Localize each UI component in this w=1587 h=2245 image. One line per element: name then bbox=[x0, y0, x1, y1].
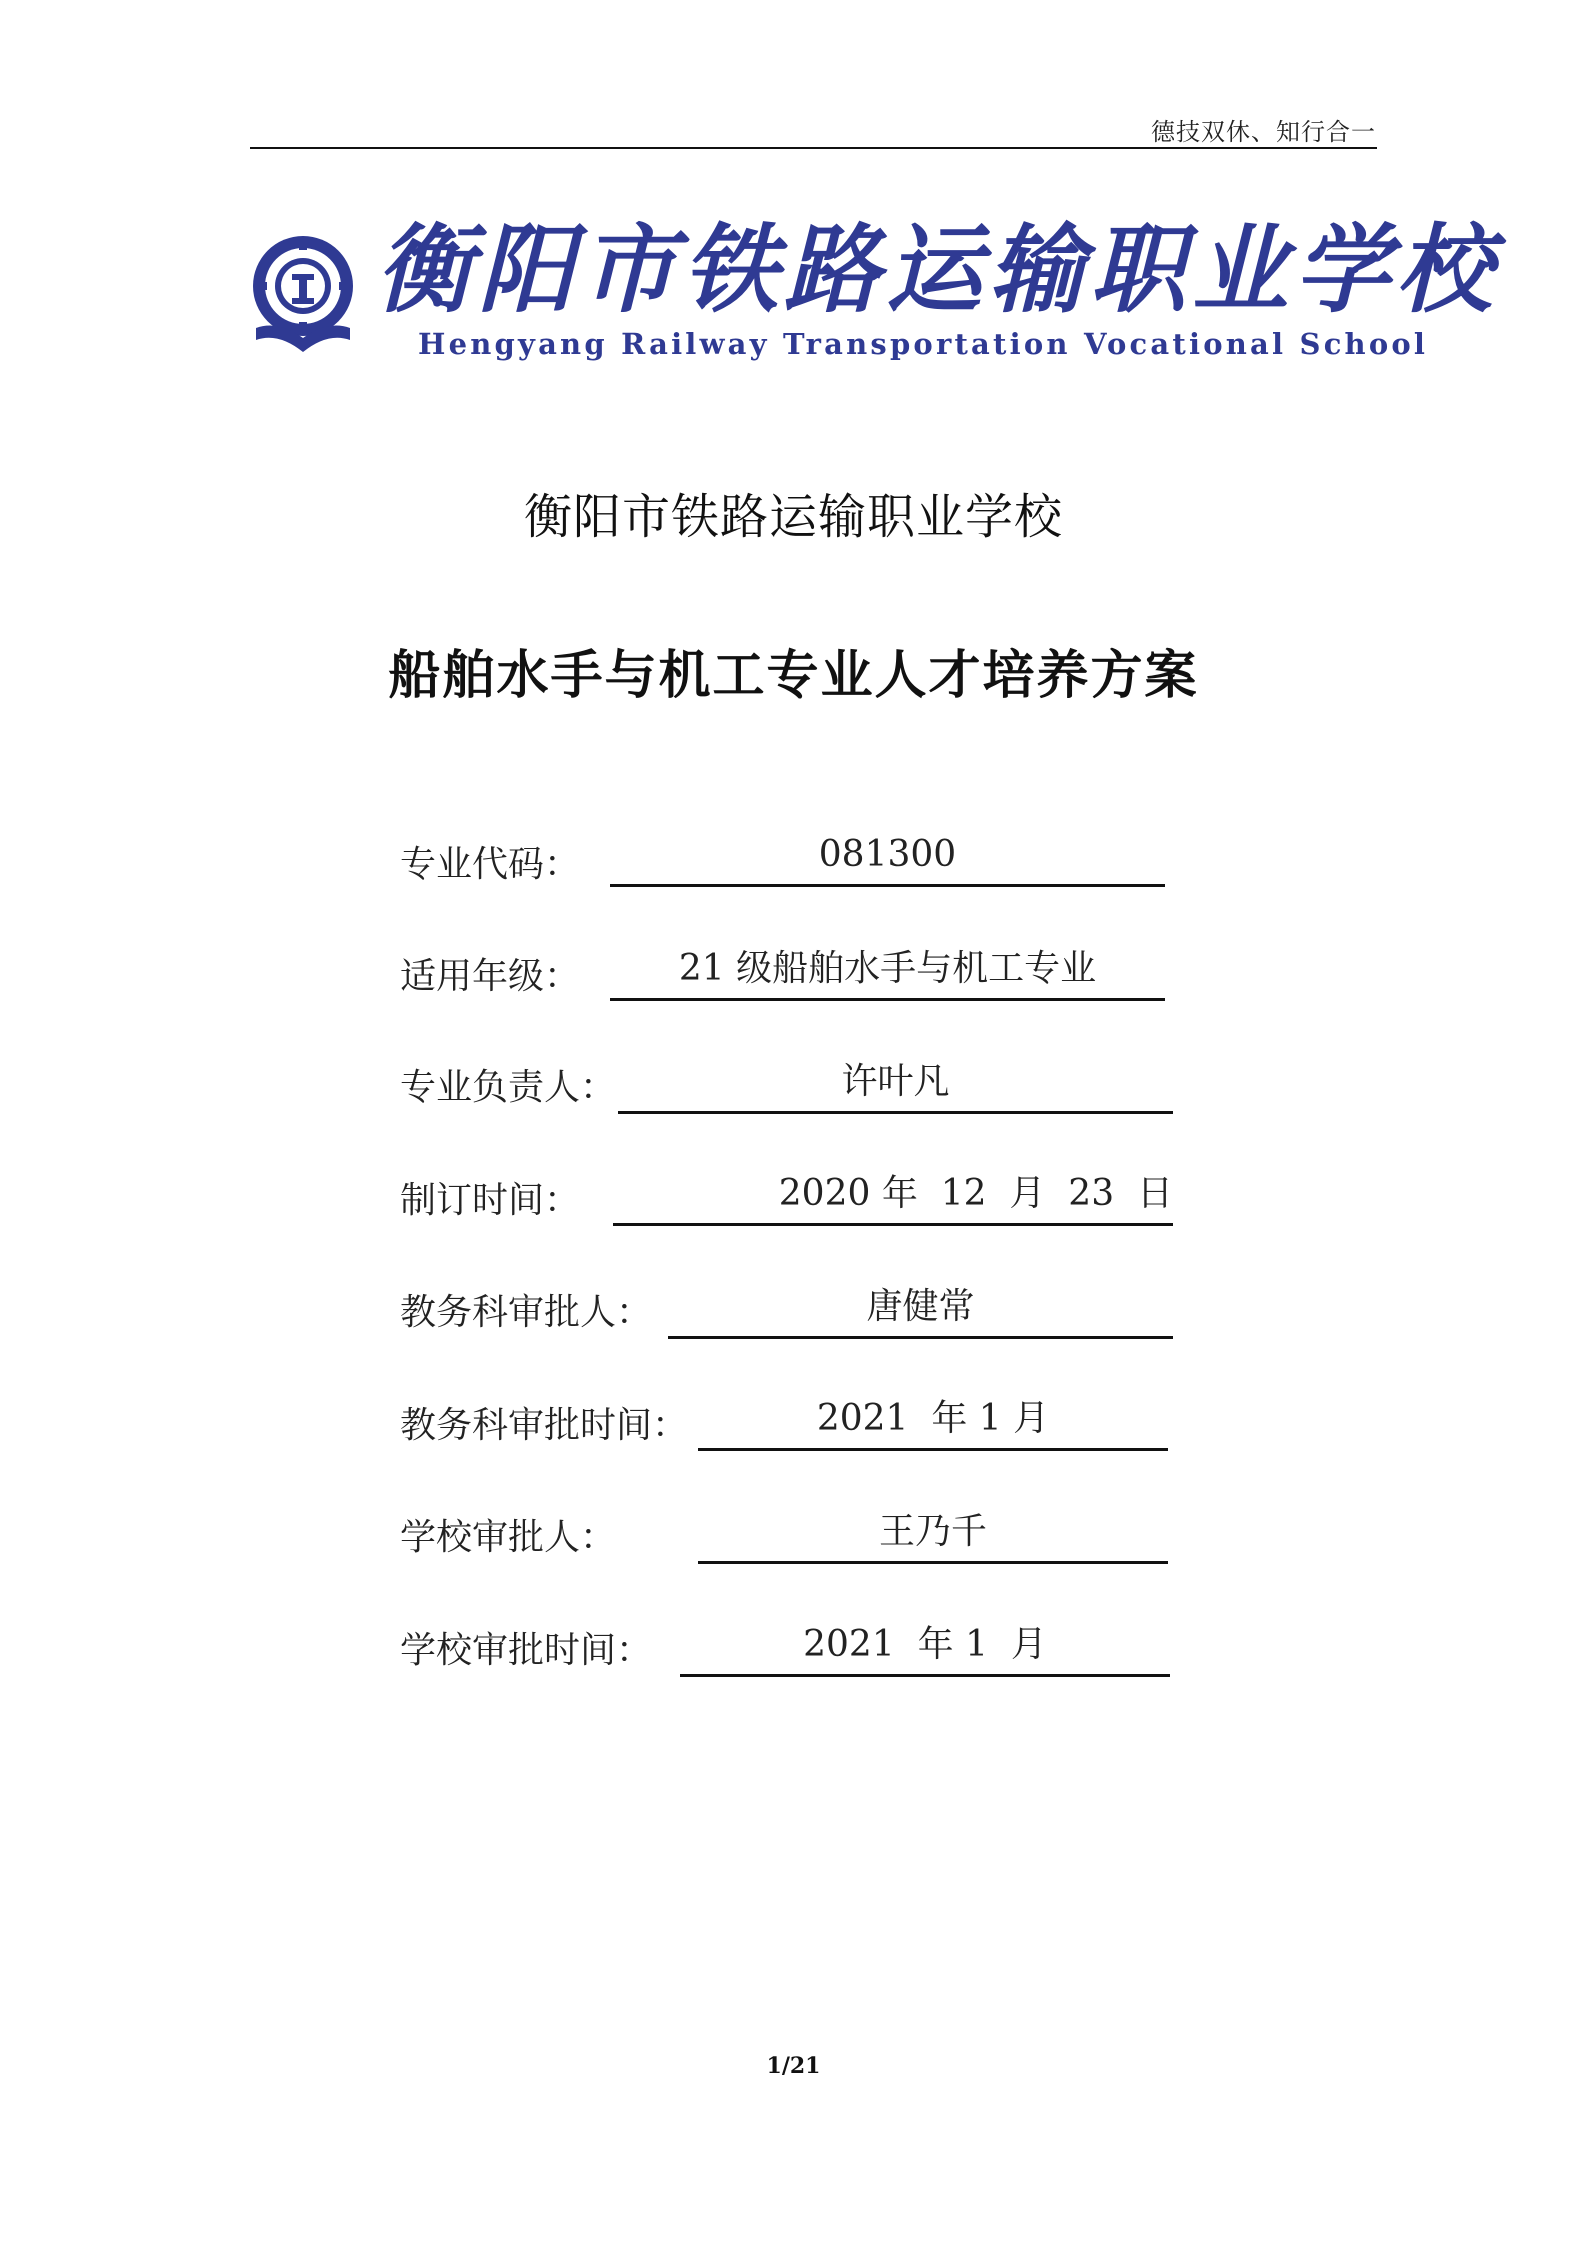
field-value-grade: 21 级船舶水手与机工专业 bbox=[610, 946, 1165, 1001]
field-value-lead: 许叶凡 bbox=[618, 1059, 1173, 1114]
page-number: 1/21 bbox=[766, 2053, 821, 2079]
field-label-date-made: 制订时间： bbox=[400, 1180, 581, 1221]
field-value-academic-approver: 唐健常 bbox=[668, 1284, 1173, 1339]
field-label-lead: 专业负责人： bbox=[400, 1067, 617, 1108]
field-label-academic-approval-date: 教务科审批时间： bbox=[400, 1405, 689, 1446]
field-label-grade: 适用年级： bbox=[400, 956, 581, 997]
field-value-academic-approval-date: 2021 年 1 月 bbox=[698, 1396, 1168, 1451]
field-value-date-made: 2020 年 12 月 23 日 bbox=[613, 1171, 1173, 1226]
field-label-academic-approver: 教务科审批人： bbox=[400, 1292, 653, 1333]
header-motto: 德技双休、知行合一 bbox=[1151, 118, 1376, 146]
header-rule bbox=[250, 147, 1377, 149]
field-label-school-approval-date: 学校审批时间： bbox=[400, 1630, 653, 1671]
field-value-major-code: 081300 bbox=[610, 832, 1165, 887]
school-name: 衡阳市铁路运输职业学校 bbox=[523, 489, 1063, 545]
logo-english-name: Hengyang Railway Transportation Vocational School bbox=[418, 327, 1429, 361]
field-label-school-approver: 学校审批人： bbox=[400, 1517, 617, 1558]
school-emblem-icon bbox=[248, 228, 358, 360]
logo-chinese-name: 衡阳市铁路运输职业学校 bbox=[376, 213, 1498, 326]
school-logo bbox=[248, 213, 1498, 364]
field-value-school-approval-date: 2021 年 1 月 bbox=[680, 1622, 1170, 1677]
document-title: 船舶水手与机工专业人才培养方案 bbox=[388, 645, 1199, 706]
field-value-school-approver: 王乃千 bbox=[698, 1509, 1168, 1564]
field-label-major-code: 专业代码： bbox=[400, 844, 581, 885]
